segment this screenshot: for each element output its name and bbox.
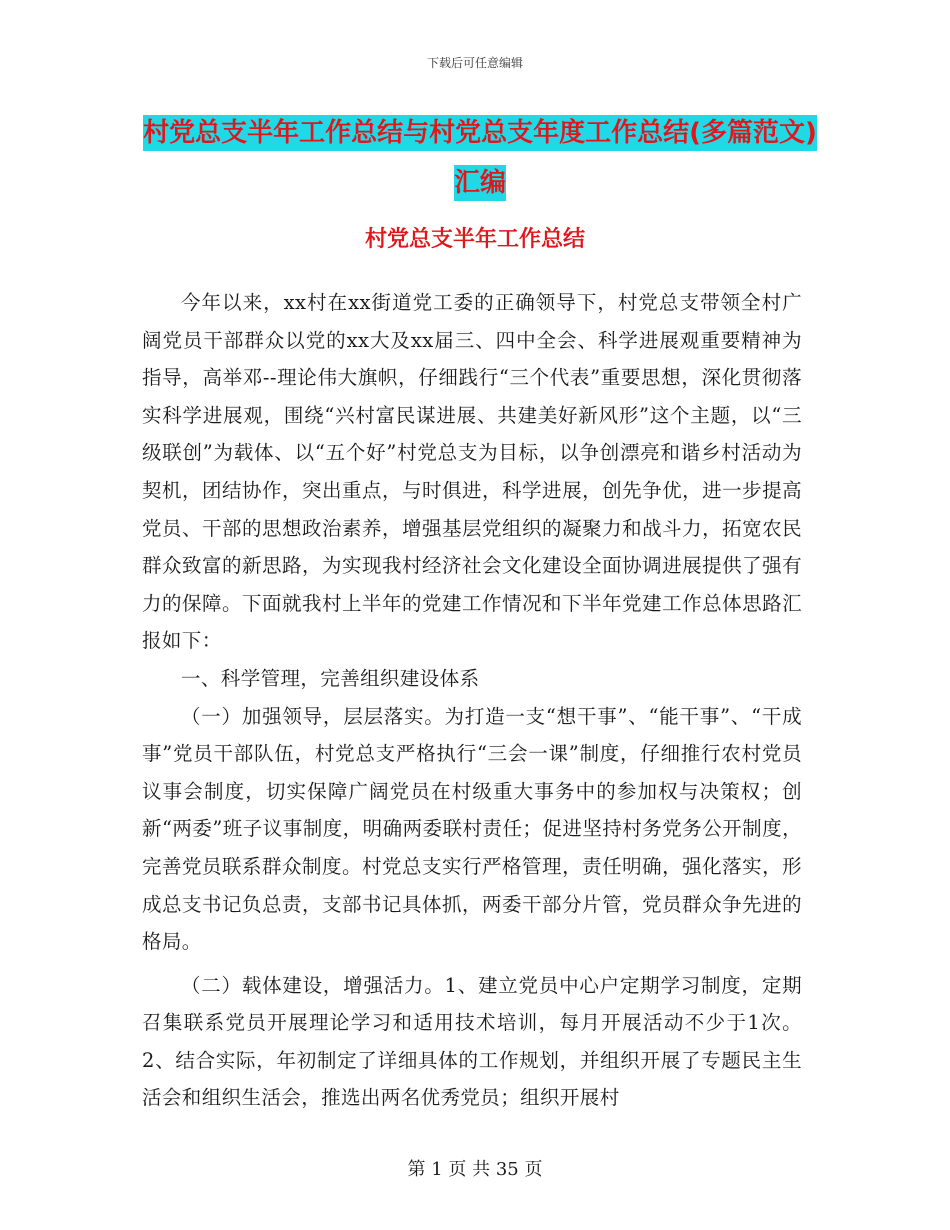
document-title xyxy=(142,108,818,208)
document-title-text: 村党总支半年工作总结与村党总支年度工作总结(多篇范文)汇编 xyxy=(143,115,817,201)
paragraph-item-2: （二）载体建设，增强活力。1、建立党员中心户定期学习制度，定期召集联系党员开展理论学习和适用技术培训，每月开展活动不少于1次。2、结合实际，年初制定了详细具体的工作规划，并组织开展了专题民主生活会和组织生活会，推选出两名优秀党员；组织开展村 xyxy=(142,973,802,1110)
paragraph-intro: 今年以来，xx村在xx街道党工委的正确领导下，村党总支带领全村广阔党员干部群众以党的xx大及xx届三、四中全会、科学进展观重要精神为指导，高举邓--理论伟大旗帜，仔细践行“三个代表”重要思想，深化贯彻落实科学进展观，围绕“兴村富民谋进展、共建美好新风形”这个主题，以“三级联创”为载体、以“五个好”村党总支为目标，以争创漂亮和谐乡村活动为契机，团结协作，突出重点，与时俱进，科学进展，创先争优，进一步提高党员、干部的思想政治素养，增强基层党组织的凝聚力和战斗力，拓宽农民群众致富的新思路，为实现我村经济社会文化建设全面协调进展提供了强有力的保障。下面就我村上半年的党建工作情况和下半年党建工作总体思路汇报如下： xyxy=(142,291,802,653)
document-body xyxy=(142,284,802,1117)
header-note: 下载后可任意编辑 xyxy=(426,56,523,70)
section-title: 村党总支半年工作总结 xyxy=(364,227,585,252)
page-number: 第 1 页 共 35 页 xyxy=(407,1159,543,1180)
paragraph-item-1: （一）加强领导，层层落实。为打造一支“想干事”、“能干事”、“干成事”党员干部队伍，村党总支严格执行“三会一课”制度，仔细推行农村党员议事会制度，切实保障广阔党员在村级重大事务中的参加权与决策权；创新“两委”班子议事制度，明确两委联村责任；促进坚持村务党务公开制度，完善党员联系群众制度。村党总支实行严格管理，责任明确，强化落实，形成总支书记负总责，支部书记具体抓，两委干部分片管，党员群众争先进的格局。 xyxy=(142,704,802,954)
paragraph-heading-1: 一、科学管理，完善组织建设体系 xyxy=(181,666,480,690)
